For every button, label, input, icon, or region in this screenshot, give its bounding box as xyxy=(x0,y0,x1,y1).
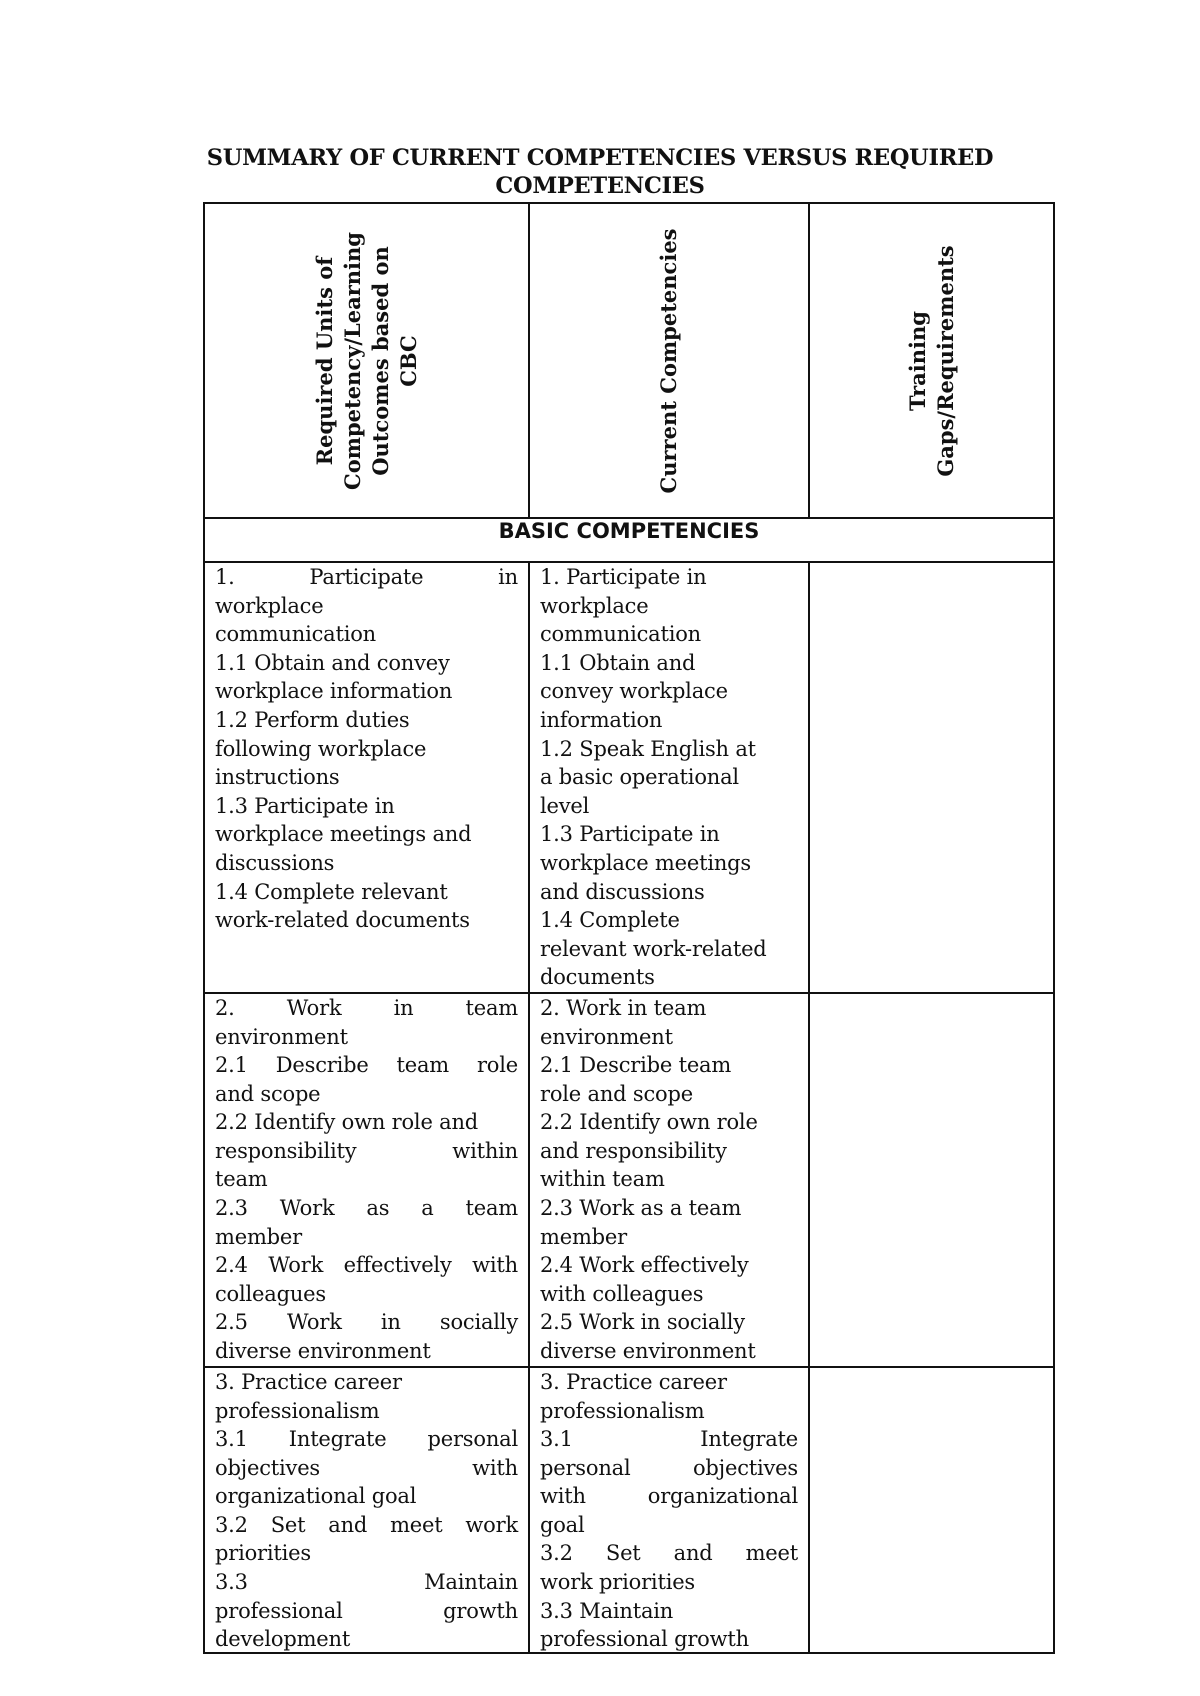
current-cell xyxy=(529,993,809,1367)
header-label-line: Current Competencies xyxy=(656,227,681,494)
cell-line: 3. Practice career xyxy=(540,1369,727,1394)
cell-line: objectives with xyxy=(215,1455,518,1480)
cell-line: level xyxy=(540,793,590,818)
cell-line: role and scope xyxy=(540,1081,693,1106)
header-current-competencies-label xyxy=(655,228,683,493)
header-training-gaps xyxy=(809,203,1054,518)
header-label-line: Outcomes based on xyxy=(367,245,393,476)
cell-line: 1.2 Perform duties xyxy=(215,707,410,732)
cell-line: workplace meetings xyxy=(540,850,751,875)
table-row xyxy=(204,993,1054,1367)
required-cell xyxy=(204,993,529,1367)
cell-line: with colleagues xyxy=(540,1281,704,1306)
required-cell xyxy=(204,562,529,993)
cell-line: instructions xyxy=(215,765,340,790)
cell-line: 1.3 Participate in xyxy=(540,822,720,847)
header-label-line: Gaps/Requirements xyxy=(932,244,958,477)
gaps-cell xyxy=(809,1367,1054,1653)
cell-line: 3.1 Integrate personal xyxy=(215,1427,518,1452)
cell-line: member xyxy=(215,1224,302,1249)
cell-line: within team xyxy=(540,1167,665,1192)
cell-line: 2.5 Work in socially xyxy=(215,1310,518,1335)
cell-line: work-related documents xyxy=(215,908,470,933)
section-label: BASIC COMPETENCIES xyxy=(204,518,1054,562)
required-cell xyxy=(204,1367,529,1653)
table-row xyxy=(204,1367,1054,1653)
cell-line: responsibility within xyxy=(215,1138,518,1163)
gaps-cell xyxy=(809,562,1054,993)
cell-line: 2. Work in team xyxy=(215,995,518,1020)
cell-line: diverse environment xyxy=(215,1339,431,1364)
cell-line: 2.3 Work as a team xyxy=(215,1196,518,1221)
cell-line: 1. Participate in xyxy=(540,565,707,589)
cell-line: convey workplace xyxy=(540,679,728,704)
cell-line: 2.5 Work in socially xyxy=(540,1310,745,1335)
cell-line: development xyxy=(215,1627,351,1652)
cell-line: 3.2 Set and meet xyxy=(540,1541,798,1566)
cell-line: 1.1 Obtain and convey xyxy=(215,650,450,675)
cell-line: communication xyxy=(540,622,702,647)
table-row xyxy=(204,562,1054,993)
cell-line: 3.2 Set and meet work xyxy=(215,1512,518,1537)
cell-line: 3.3 Maintain xyxy=(215,1570,518,1595)
cell-line: environment xyxy=(215,1024,348,1049)
header-required-units-label xyxy=(311,232,423,490)
cell-line: and scope xyxy=(215,1081,321,1106)
cell-line: 1. Participate in xyxy=(215,565,518,589)
cell-line: 1.4 Complete relevant xyxy=(215,879,448,904)
cell-line: professionalism xyxy=(215,1398,380,1423)
cell-line: colleagues xyxy=(215,1281,326,1306)
header-label-line: Competency/Learning xyxy=(339,231,365,490)
gaps-cell xyxy=(809,993,1054,1367)
title-line-1: SUMMARY OF CURRENT COMPETENCIES VERSUS REQUIRED xyxy=(206,145,994,171)
cell-line: 2.3 Work as a team xyxy=(540,1196,742,1221)
cell-line: and responsibility xyxy=(540,1138,727,1163)
cell-line: workplace meetings and xyxy=(215,822,472,847)
cell-line: discussions xyxy=(215,850,335,875)
cell-line: with organizational xyxy=(540,1484,798,1509)
cell-line: 2.4 Work effectively with xyxy=(215,1253,518,1278)
header-label-line: Required Units of xyxy=(311,256,337,465)
cell-line: 3. Practice career xyxy=(215,1369,402,1394)
cell-line: team xyxy=(215,1167,268,1192)
cell-line: organizational goal xyxy=(215,1484,417,1509)
current-cell xyxy=(529,562,809,993)
header-current-competencies xyxy=(529,203,809,518)
cell-line: 1.1 Obtain and xyxy=(540,650,696,675)
cell-line: 2.2 Identify own role and xyxy=(215,1110,479,1135)
cell-line: 1.2 Speak English at xyxy=(540,736,756,761)
header-required-units xyxy=(204,203,529,518)
document-title xyxy=(150,144,1050,200)
competency-table xyxy=(203,202,1055,1654)
cell-line: 1.3 Participate in xyxy=(215,793,395,818)
cell-line: priorities xyxy=(215,1541,311,1566)
cell-line: work priorities xyxy=(540,1570,696,1595)
cell-line: 3.3 Maintain xyxy=(540,1598,674,1623)
cell-line: 2.4 Work effectively xyxy=(540,1253,749,1278)
cell-line: diverse environment xyxy=(540,1339,756,1364)
cell-line: workplace xyxy=(540,593,649,618)
cell-line: and discussions xyxy=(540,879,705,904)
cell-line: information xyxy=(540,707,663,732)
header-training-gaps-label xyxy=(904,245,960,476)
cell-line: 2.1 Describe team xyxy=(540,1053,732,1078)
header-label-line: Training xyxy=(904,310,930,411)
cell-line: 3.1 Integrate xyxy=(540,1427,798,1452)
cell-line: documents xyxy=(540,965,655,990)
cell-line: 2.1 Describe team role xyxy=(215,1053,518,1078)
cell-line: a basic operational xyxy=(540,765,739,790)
cell-line: professional growth xyxy=(215,1598,518,1623)
cell-line: 2. Work in team xyxy=(540,995,707,1020)
cell-line: workplace xyxy=(215,593,324,618)
header-label-line: CBC xyxy=(395,334,421,387)
cell-line: member xyxy=(540,1224,627,1249)
section-row xyxy=(204,518,1054,562)
cell-line: workplace information xyxy=(215,679,453,704)
cell-line: professional growth xyxy=(540,1627,749,1652)
cell-line: 1.4 Complete xyxy=(540,908,680,933)
cell-line: goal xyxy=(540,1512,585,1537)
cell-line: relevant work-related xyxy=(540,936,767,961)
cell-line: personal objectives xyxy=(540,1455,798,1480)
cell-line: professionalism xyxy=(540,1398,705,1423)
cell-line: 2.2 Identify own role xyxy=(540,1110,758,1135)
cell-line: following workplace xyxy=(215,736,427,761)
cell-line: communication xyxy=(215,622,377,647)
current-cell xyxy=(529,1367,809,1653)
header-row xyxy=(204,203,1054,518)
cell-line: environment xyxy=(540,1024,673,1049)
title-line-2: COMPETENCIES xyxy=(495,173,705,199)
